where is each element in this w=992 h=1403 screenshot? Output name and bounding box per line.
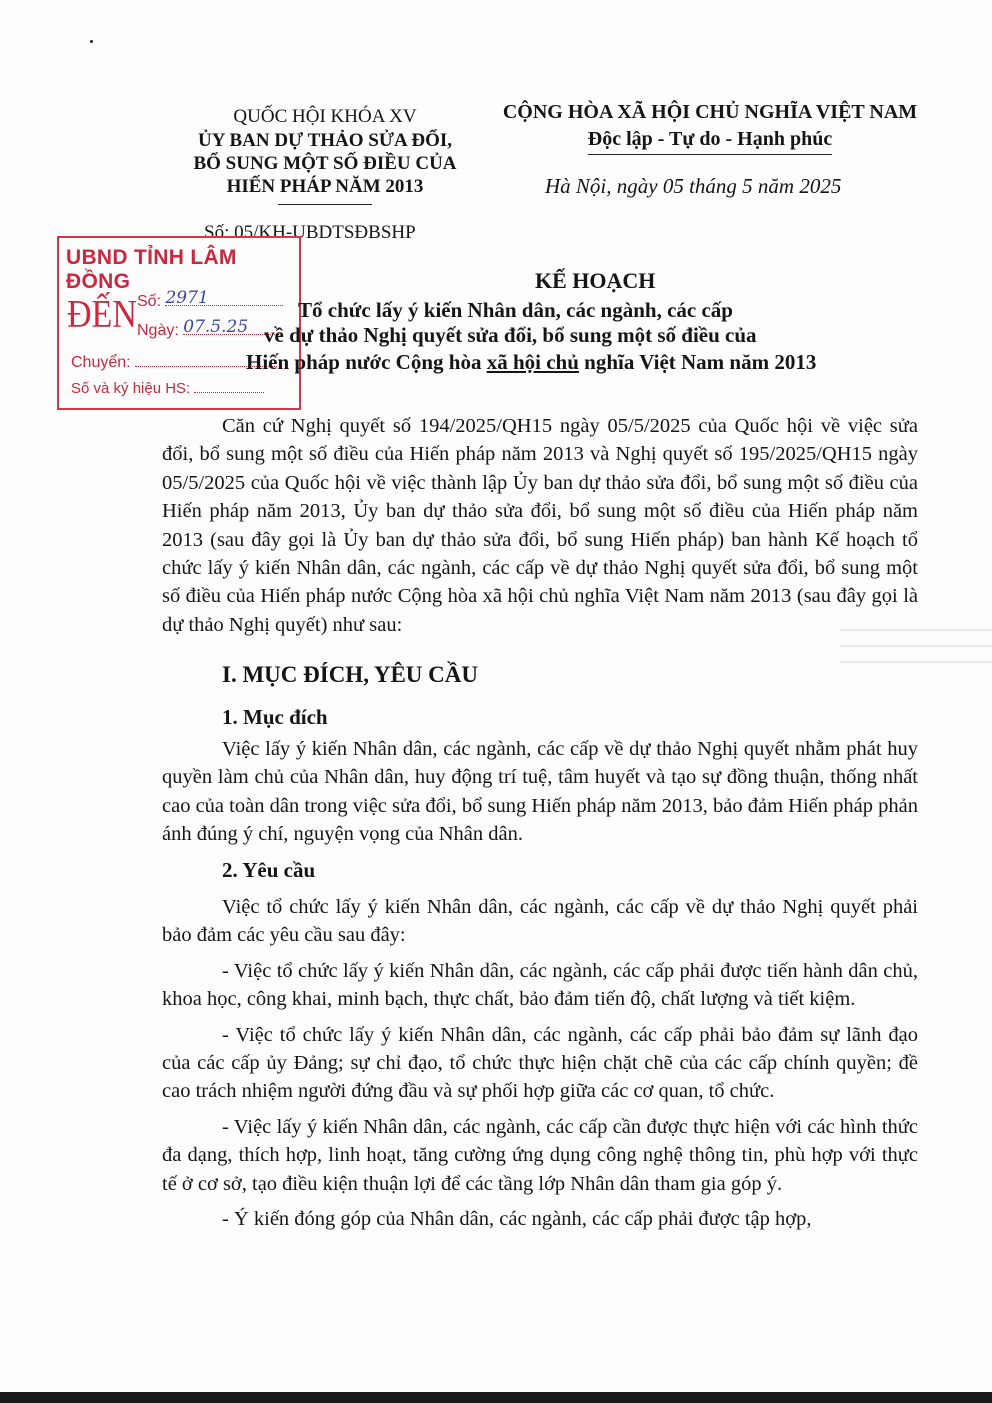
- intro-paragraph: [162, 412, 918, 639]
- requirement-2: - Việc tổ chức lấy ý kiến Nhân dân, các ngành, các cấp phải bảo đảm sự lãnh đạo của các cấp ủy Đảng; sự chỉ đạo, tổ chức thực hiện chặt chẽ của các cấp chính quyền; đề cao trách nhiệm người đứng đầu và sự phối hợp giữa các cơ quan, tổ chức.: [162, 1023, 918, 1103]
- title-line-4-a: Hiến pháp nước Cộng hòa: [246, 350, 487, 374]
- requirements-body: [162, 893, 918, 1233]
- stamp-den-label: ĐẾN: [67, 293, 137, 336]
- title-line-3: về dự thảo Nghị quyết sửa đổi, bổ sung một số điều của: [264, 323, 757, 347]
- intro-text: Căn cứ Nghị quyết số 194/2025/QH15 ngày 05/5/2025 của Quốc hội về việc sửa đổi, bổ sung một số điều của Hiến pháp năm 2013 và Nghị quyết số 195/2025/QH15 ngày 05/5/2025 của Quốc hội về việc thành lập Ủy ban dự thảo sửa đổi, bổ sung một số điều của Hiến pháp năm 2013, Ủy ban dự thảo sửa đổi, bổ sung một số điều của Hiến pháp năm 2013 (sau đây gọi là Ủy ban dự thảo sửa đổi, bổ sung Hiến pháp) ban hành Kế hoạch tổ chức lấy ý kiến Nhân dân, các ngành, các cấp về dự thảo Nghị quyết sửa đổi, bổ sung một số điều của Hiến pháp nước Cộng hòa xã hội chủ nghĩa Việt Nam năm 2013 (sau đây gọi là dự thảo Nghị quyết) như sau:: [162, 415, 918, 636]
- subheading-requirements: 2. Yêu cầu: [222, 858, 316, 882]
- issuer-line-2: ỦY BAN DỰ THẢO SỬA ĐỔI,: [197, 130, 453, 151]
- title-line-4-underlined: xã hội chủ: [486, 350, 579, 374]
- stamp-hs-row: [71, 378, 264, 397]
- stamp-ngay-row: [137, 317, 279, 340]
- stamp-so-label: Số:: [137, 293, 162, 310]
- issuer-line-4: HIẾN PHÁP NĂM 2013: [226, 176, 424, 197]
- stamp-hs-label: Số và ký hiệu HS:: [71, 380, 191, 397]
- stamp-so-value: 2971: [165, 288, 209, 308]
- national-header: [490, 98, 930, 155]
- stamp-so-field: [165, 288, 283, 308]
- scan-bottom-edge: [0, 1392, 992, 1403]
- title-line-4: [246, 350, 816, 375]
- section-heading: I. MỤC ĐÍCH, YÊU CẦU: [222, 662, 478, 687]
- stamp-chuyen-label: Chuyển:: [71, 354, 131, 371]
- place-date: Hà Nội, ngày 05 tháng 5 năm 2025: [545, 174, 842, 198]
- stamp-hs-field: [194, 378, 264, 393]
- issuer-line-1: QUỐC HỘI KHÓA XV: [233, 106, 417, 127]
- title-line-2: Tổ chức lấy ý kiến Nhân dân, các ngành, các cấp: [298, 298, 733, 322]
- scan-speck: [90, 40, 93, 43]
- stamp-ngay-label: Ngày:: [137, 322, 179, 339]
- title-line-4-c: nghĩa Việt Nam năm 2013: [578, 350, 817, 374]
- issuer-underline: [278, 204, 372, 205]
- nation-name: CỘNG HÒA XÃ HỘI CHỦ NGHĨA VIỆT NAM: [502, 101, 918, 123]
- issuer-line-3: BỔ SUNG MỘT SỐ ĐIỀU CỦA: [193, 153, 457, 174]
- purpose-paragraph: [162, 735, 918, 849]
- stamp-title: UBND TỈNH LÂM ĐỒNG: [66, 246, 237, 293]
- stamp-so-row: [137, 288, 283, 311]
- requirement-3: - Việc lấy ý kiến Nhân dân, các ngành, các cấp cần được thực hiện với các hình thức đa dạng, thích hợp, linh hoạt, tăng cường ứng dụng công nghệ thông tin, phù hợp với thực tế ở cơ sở, tạo điều kiện thuận lợi để các tầng lớp Nhân dân tham gia góp ý.: [162, 1115, 918, 1195]
- bleed-through-shadow: [840, 615, 992, 695]
- stamp-ngay-value: 07.5.25: [183, 317, 249, 337]
- purpose-text: Việc lấy ý kiến Nhân dân, các ngành, các cấp về dự thảo Nghị quyết nhằm phát huy quyền làm chủ của Nhân dân, huy động trí tuệ, tâm huyết và tạo sự đồng thuận, thống nhất cao của toàn dân trong việc sửa đổi, bổ sung Hiến pháp năm 2013, bảo đảm Hiến pháp phản ánh đúng ý chí, nguyện vọng của Nhân dân.: [162, 738, 918, 846]
- requirement-1: - Việc tổ chức lấy ý kiến Nhân dân, các ngành, các cấp phải được tiến hành dân chủ, khoa học, công khai, minh bạch, thực chất, bảo đảm tiến độ, chất lượng và tiết kiệm.: [162, 959, 918, 1011]
- title-line-1: KẾ HOẠCH: [535, 268, 656, 293]
- requirement-4: - Ý kiến đóng góp của Nhân dân, các ngành, các cấp phải được tập hợp,: [222, 1208, 812, 1231]
- subheading-purpose: 1. Mục đích: [222, 705, 328, 729]
- requirements-intro: Việc tổ chức lấy ý kiến Nhân dân, các ngành, các cấp về dự thảo Nghị quyết phải bảo đảm các yêu cầu sau đây:: [162, 896, 918, 947]
- issuer-header: [170, 104, 480, 205]
- document-number: Số: 05/KH-UBDTSĐBSHP: [204, 222, 416, 243]
- national-motto: Độc lập - Tự do - Hạnh phúc: [588, 126, 832, 155]
